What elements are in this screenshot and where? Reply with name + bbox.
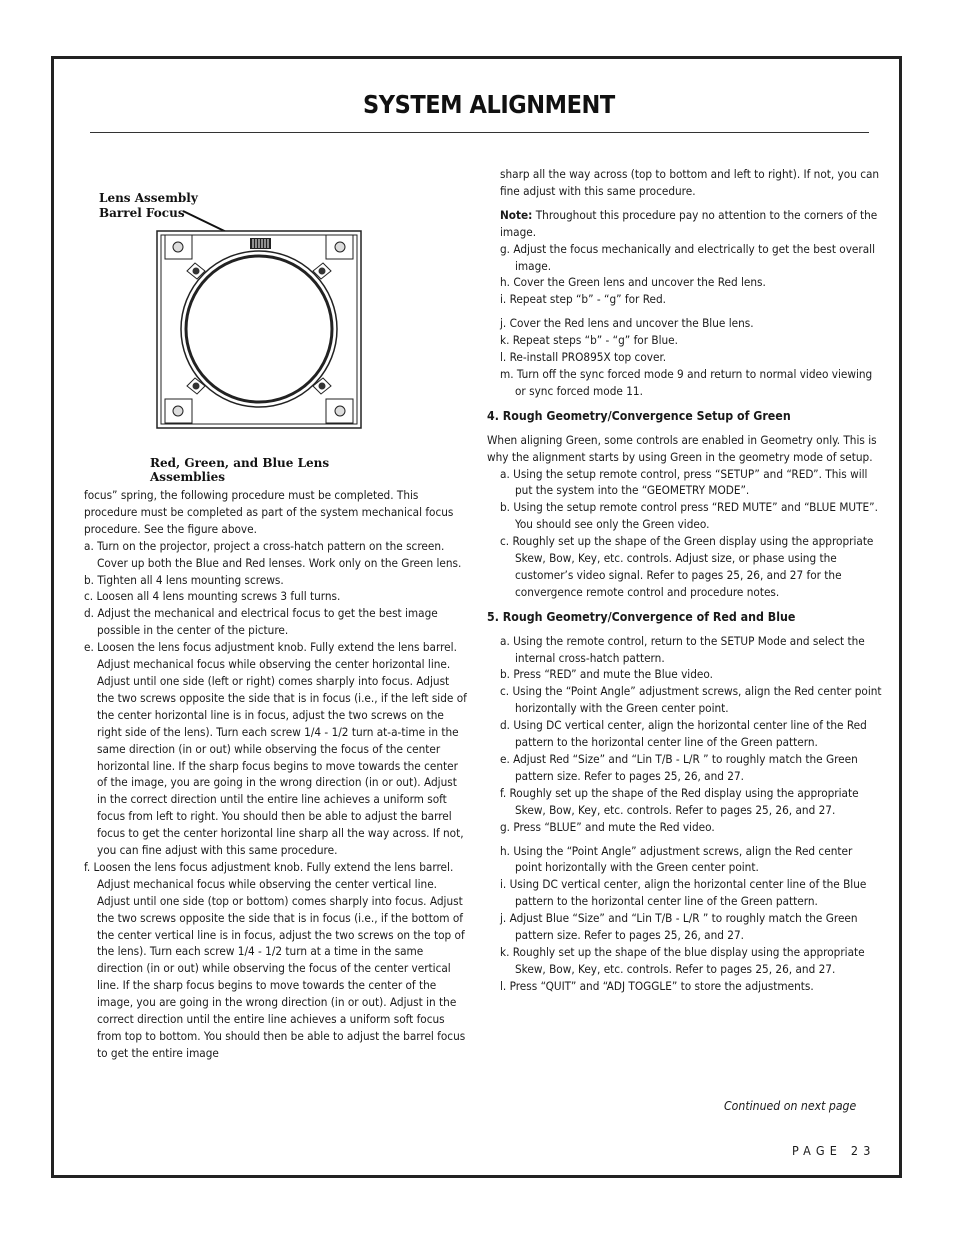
section4-heading: 4. Rough Geometry/Convergence Setup of Green: [487, 408, 791, 423]
step-a: a. Turn on the projector, project a cross-hatch pattern on the screen. Cover up both the Blue and Red lenses. Work only on the Green lens.: [84, 538, 462, 570]
title-rule: [90, 132, 869, 133]
section5-step-g: g. Press “BLUE” and mute the Red video.: [500, 819, 715, 834]
section5-step-h: h. Using the “Point Angle” adjustment screws, align the Red center point horizontally with the Green center point.: [500, 843, 853, 875]
step-f: f. Loosen the lens focus adjustment knob. Fully extend the lens barrel. Adjust mechanical focus while observing the center vertical line. Adjust until one side (top or bottom) comes sharply into focus. Adjust the two screws opposite the side that is in focus (i.e., if the bottom of the center vertical line is in focus, adjust the two screws on the top of the lens). Turn each screw 1/4 - 1/2 turn at a time in the same direction (in or out) while observing the focus of the center vertical line. If the sharp focus begins to move towards the center of the image, you are going in the wrong direction (in or out). Adjust in the correct direction until the entire line achieves a uniform soft focus from top to bottom. You should then be able to adjust the barrel focus to get the entire image: [84, 859, 466, 1060]
step-k: k. Repeat steps “b” - “g” for Blue.: [500, 333, 678, 348]
lens-assembly-drawing: [95, 185, 395, 455]
section4-step-c: c. Roughly set up the shape of the Green display using the appropriate Skew, Bow, Key, etc. controls. Adjust size, or phase using the customer’s video signal. Refer to pages 25, 26, and 27 for the convergence remote control and procedure notes.: [500, 534, 874, 599]
section4-step-b: b. Using the setup remote control press “RED MUTE” and “BLUE MUTE”. You should see only the Green video.: [500, 500, 878, 532]
step-l: l. Re-install PRO895X top cover.: [500, 350, 667, 365]
step-b: b. Tighten all 4 lens mounting screws.: [84, 572, 284, 587]
step-h: h. Cover the Green lens and uncover the Red lens.: [500, 275, 766, 290]
step-d: d. Adjust the mechanical and electrical focus to get the best image possible in the center of the picture.: [84, 606, 438, 638]
section5-step-a: a. Using the remote control, return to the SETUP Mode and select the internal cross-hatch pattern.: [500, 633, 865, 665]
section5-heading: 5. Rough Geometry/Convergence of Red and Blue: [487, 609, 796, 624]
step-e: e. Loosen the lens focus adjustment knob. Fully extend the lens barrel. Adjust mechanical focus while observing the center horizontal line. Adjust until one side (left or right) comes sharply into focus. Adjust the two screws opposite the side that is in focus (i.e., if the left side of the center horizontal line is in focus, adjust the two screws on the right side of the lens). Turn each screw 1/4 - 1/2 turn at-a-time in the same direction (in or out) while observing the focus of the center horizontal line. If the sharp focus begins to move towards the center of the image, you are going in the wrong direction (in or out). Adjust in the correct direction until the entire line achieves a uniform soft focus from left to right. You should then be able to adjust the barrel focus to get the center horizontal line sharp all the way across. If not, you can fine adjust with this same procedure.: [84, 640, 467, 858]
section5-step-e: e. Adjust Red “Size” and “Lin T/B - L/R ” to roughly match the Green pattern size. Refer to pages 25, 26, and 27.: [500, 752, 858, 783]
right-column: [487, 166, 882, 995]
section5-step-c: c. Using the “Point Angle” adjustment screws, align the Red center point horizontally with the Green center point.: [500, 684, 882, 716]
section4-step-a: a. Using the setup remote control, press “SETUP” and “RED”. This will put the system into the “GEOMETRY MODE”.: [500, 466, 868, 498]
note: [487, 207, 882, 241]
step-j: j. Cover the Red lens and uncover the Blue lens.: [500, 316, 754, 331]
figure-label-line2: Barrel Focus: [99, 206, 185, 220]
step-f-continued: sharp all the way across (top to bottom and left to right). If not, you can fine adjust with this same procedure.: [500, 167, 880, 198]
continued-note: Continued on next page: [724, 1099, 857, 1113]
lens-barrel-inner-icon: [186, 256, 332, 402]
step-i: i. Repeat step “b” - “g” for Red.: [500, 292, 666, 307]
lens-assembly-figure: [95, 185, 395, 484]
section5-step-i: i. Using DC vertical center, align the horizontal center line of the Blue pattern to the horizontal center line of the Green pattern.: [500, 877, 867, 909]
page-number: PAGE 23: [792, 1143, 876, 1158]
section5-step-k: k. Roughly set up the shape of the blue display using the appropriate Skew, Bow, Key, etc. controls. Refer to pages 25, 26, and 27.: [500, 944, 865, 976]
note-label: Note:: [500, 207, 533, 222]
step-g: g. Adjust the focus mechanically and electrically to get the best overall image.: [500, 241, 876, 273]
section5-step-l: l. Press “QUIT” and “ADJ TOGGLE” to store the adjustments.: [500, 978, 814, 993]
section4-intro: When aligning Green, some controls are enabled in Geometry only. This is why the alignment starts by using Green in the geometry mode of setup.: [487, 432, 877, 464]
note-text: Throughout this procedure pay no attention to the corners of the image.: [500, 207, 878, 239]
step-c: c. Loosen all 4 lens mounting screws 3 full turns.: [84, 589, 341, 604]
section5-step-f: f. Roughly set up the shape of the Red display using the appropriate Skew, Bow, Key, etc. controls. Refer to pages 25, 26, and 27.: [500, 785, 859, 817]
left-intro: focus” spring, the following procedure must be completed. This procedure must be completed as part of the system mechanical focus procedure. See the figure above.: [84, 488, 454, 536]
page-title: SYSTEM ALIGNMENT: [363, 90, 615, 119]
section5-step-b: b. Press “RED” and mute the Blue video.: [500, 667, 713, 682]
left-column: [84, 487, 469, 1062]
step-m: m. Turn off the sync forced mode 9 and return to normal video viewing or sync forced mode 11.: [500, 366, 873, 398]
section5-step-j: j. Adjust Blue “Size” and “Lin T/B - L/R ” to roughly match the Green pattern size. Refer to pages 25, 26, and 27.: [500, 911, 858, 943]
figure-label-line1: Lens Assembly: [99, 191, 198, 205]
section5-step-d: d. Using DC vertical center, align the horizontal center line of the Red pattern to the horizontal center line of the Green pattern.: [500, 718, 867, 750]
figure-caption: Red, Green, and Blue Lens Assemblies: [150, 456, 330, 484]
